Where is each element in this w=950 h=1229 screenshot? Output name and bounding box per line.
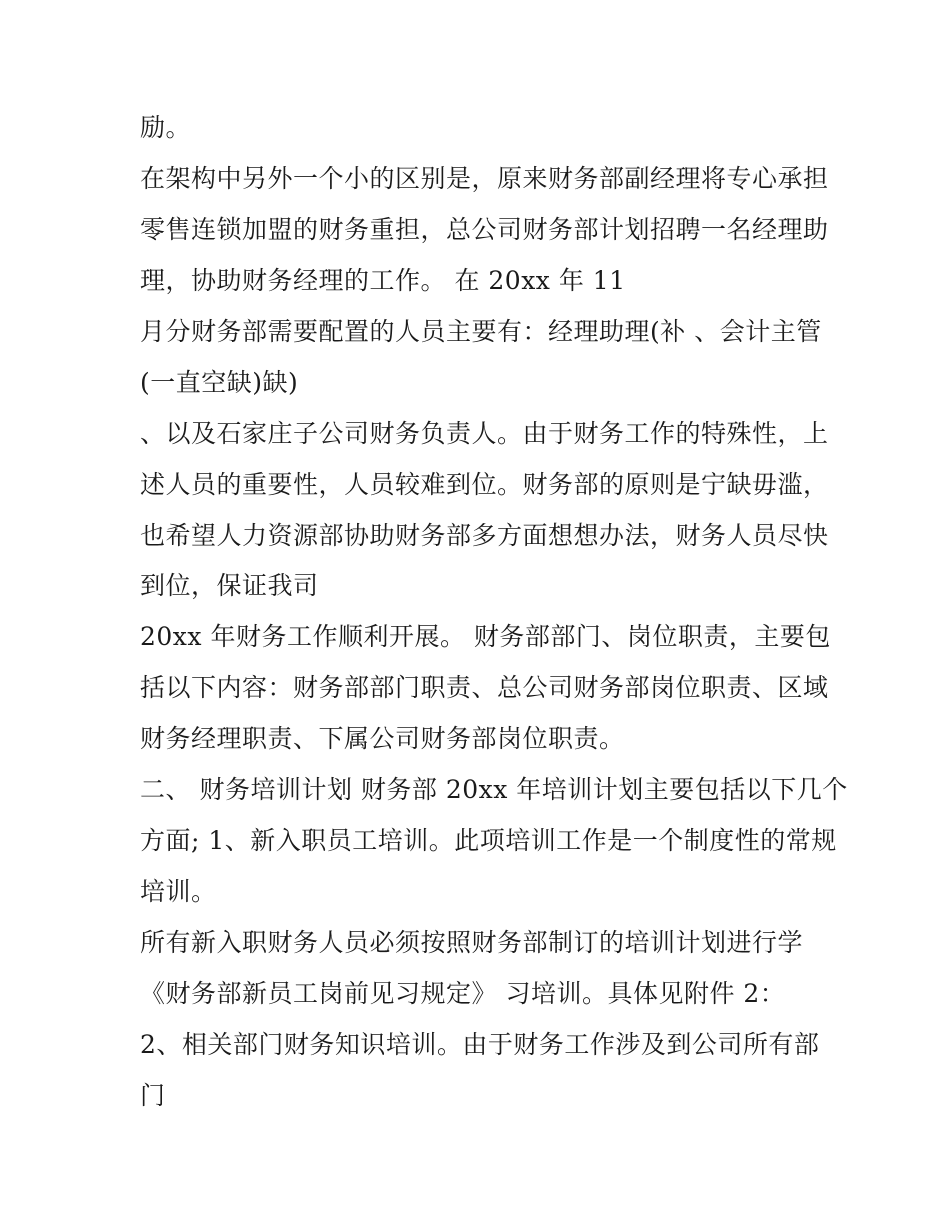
text-line: 述人员的重要性，人员较难到位。财务部的原则是宁缺毋滥， (140, 470, 829, 499)
text-line: 励。 (140, 113, 192, 142)
text-line: 20xx 年财务工作顺利开展。 财务部部门、岗位职责，主要包 (140, 622, 831, 651)
text-line: 培训。 (140, 877, 217, 906)
text-line: 、以及石家庄子公司财务负责人。由于财务工作的特殊性，上 (140, 419, 829, 448)
text-line: 2、相关部门财务知识培训。由于财务工作涉及到公司所有部 (140, 1030, 820, 1059)
text-line: (一直空缺)缺) (140, 368, 299, 397)
text-line: 二、 财务培训计划 财务部 20xx 年培训计划主要包括以下几个 (140, 775, 848, 804)
text-line: 所有新入职财务人员必须按照财务部制订的培训计划进行学 (140, 928, 804, 957)
text-line: 也希望人力资源部协助财务部多方面想想办法，财务人员尽快 (140, 521, 829, 550)
text-line: 在架构中另外一个小的区别是，原来财务部副经理将专心承担 (140, 164, 829, 193)
text-line: 方面; 1、新入职员工培训。此项培训工作是一个制度性的常规 (140, 826, 837, 855)
text-line: 到位，保证我司 (140, 571, 319, 600)
text-line: 《财务部新员工岗前见习规定》 习培训。具体见附件 2： (140, 979, 786, 1008)
text-line: 门 (140, 1081, 166, 1110)
text-line: 括以下内容：财务部部门职责、总公司财务部岗位职责、区域 (140, 673, 829, 702)
text-line: 零售连锁加盟的财务重担，总公司财务部计划招聘一名经理助 (140, 215, 829, 244)
text-line: 理，协助财务经理的工作。 在 20xx 年 11 (140, 266, 626, 295)
text-line: 财务经理职责、下属公司财务部岗位职责。 (140, 724, 625, 753)
text-line: 月分财务部需要配置的人员主要有：经理助理(补 、会计主管 (140, 317, 822, 346)
